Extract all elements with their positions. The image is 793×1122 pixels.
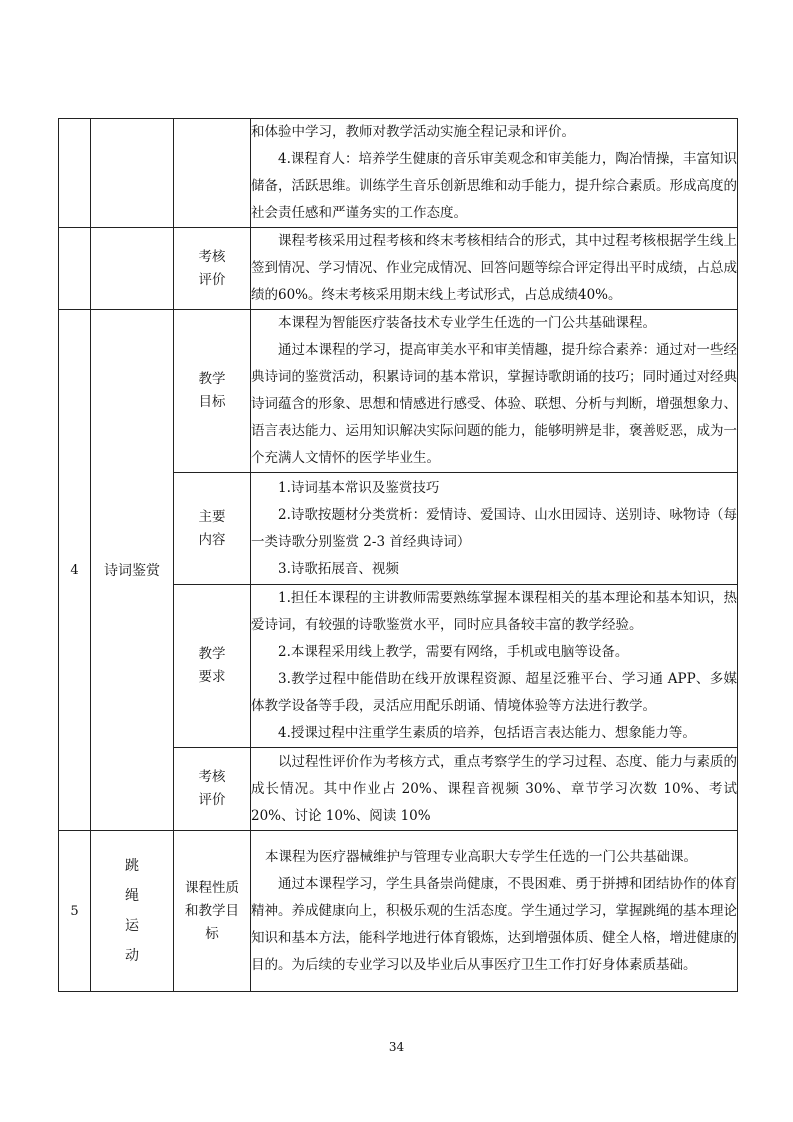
- content-paragraph: 3.诗歌拓展音、视频: [278, 560, 399, 577]
- goal-cell: [251, 310, 738, 473]
- assess-label: 考核: [198, 769, 226, 785]
- assess-label-cell: [174, 228, 251, 310]
- table-row: [59, 831, 738, 992]
- requirement-label: 要求: [198, 669, 226, 685]
- content-label-cell: [174, 473, 251, 585]
- requirement-label: 教学: [198, 646, 226, 662]
- content-label: 主要: [198, 508, 226, 525]
- content-cell: [251, 473, 738, 585]
- course-number-cell: 5: [59, 831, 91, 992]
- goal-cell: [251, 831, 738, 992]
- assess-label: 评价: [198, 271, 226, 288]
- table-row: [59, 228, 738, 310]
- content-paragraph: 1.诗词基本常识及鉴赏技巧: [278, 479, 440, 496]
- page-number: 34: [388, 1040, 405, 1054]
- course-number-cell: 4: [59, 310, 91, 831]
- course-name-line: 运动: [125, 918, 163, 964]
- goal-label: 教学: [198, 371, 226, 387]
- table-row: [59, 310, 738, 473]
- goal-paragraph: 通过本课程学习，学生具备崇尚健康，不畏困难、勇于拼搏和团结协作的体育精神。养成健康向上，积极乐观的生活态度。学生通过学习，掌握跳绳的基本理论知识和基本方法，能科学地进行体育锻炼，达到增强体质、健全人格，增进健康的目的。为后续的专业学习以及毕业后从事医疗卫生工作打好身体素质基础。: [251, 875, 737, 973]
- content-label: 内容: [198, 531, 226, 548]
- requirement-paragraph: 4.授课过程中注重学生素质的培养，包括语言表达能力、想象能力等。: [278, 725, 696, 741]
- goal-label: 目标: [198, 394, 226, 410]
- requirement-paragraph: 3.教学过程中能借助在线开放课程资源、超星泛雅平台、学习通 APP、多媒体教学设备等手段，灵活应用配乐朗诵、情境体验等方法进行教学。: [251, 671, 737, 714]
- assess-cell: [251, 228, 738, 310]
- assess-cell: [251, 748, 738, 831]
- goal-label-cell: [174, 831, 251, 992]
- course-name-cell: [91, 119, 174, 228]
- section-label-cell: [174, 119, 251, 228]
- goal-paragraph: 本课程为智能医疗装备技术专业学生任选的一门公共基础课程。: [278, 315, 656, 331]
- outcome-paragraph: 4.课程育人：培养学生健康的音乐审美观念和审美能力，陶冶情操，丰富知识储备，活跃思维。训练学生音乐创新思维和动手能力，提升综合素质。形成高度的社会责任感和严谨务实的工作态度。: [251, 151, 737, 221]
- course-number-cell: [59, 119, 91, 228]
- requirement-paragraph: 1.担任本课程的主讲教师需要熟练掌握本课程相关的基本理论和基本知识，热爱诗词，有较强的诗歌鉴赏水平，同时应具备较丰富的教学经验。: [251, 590, 737, 633]
- goal-paragraph: 本课程为医疗器械维护与管理专业高职大专学生任选的一门公共基础课。: [265, 848, 697, 865]
- requirement-paragraph: 2.本课程采用线上教学，需要有网络，手机或电脑等设备。: [278, 644, 629, 660]
- assess-paragraph: 以过程性评价作为考核方式，重点考察学生的学习过程、态度、能力与素质的成长情况。其中作业占 20%、课程音视频 30%、章节学习次数 10%、考试 20%、讨论 10%、阅读 10%: [251, 753, 737, 824]
- table-row: [59, 119, 738, 228]
- assess-label: 考核: [198, 248, 226, 265]
- content-paragraph: 2.诗歌按题材分类赏析：爱情诗、爱国诗、山水田园诗、送别诗、咏物诗（每一类诗歌分别鉴赏 2-3 首经典诗词）: [251, 506, 737, 550]
- goal-label: 和教学目: [185, 902, 239, 919]
- requirement-label-cell: [174, 585, 251, 748]
- course-number-cell: [59, 228, 91, 310]
- course-name-cell: [91, 228, 174, 310]
- goal-label: 标: [205, 925, 219, 942]
- course-name-line: 跳绳: [125, 858, 163, 904]
- outcome-paragraph: 和体验中学习，教师对教学活动实施全程记录和评价。: [251, 124, 575, 140]
- curriculum-table: [58, 118, 738, 992]
- assess-label: 评价: [198, 792, 226, 808]
- course-name-cell: 诗词鉴赏: [91, 310, 174, 831]
- requirement-cell: [251, 585, 738, 748]
- assess-paragraph: 课程考核采用过程考核和终末考核相结合的形式，其中过程考核根据学生线上签到情况、学习情况、作业完成情况、回答问题等综合评定得出平时成绩，占总成绩的60%。终末考核采用期末线上考试形式，占总成绩40%。: [251, 233, 737, 303]
- goal-label: 课程性质: [185, 879, 239, 896]
- course-name-cell: [91, 831, 174, 992]
- goal-paragraph: 通过本课程的学习，提高审美水平和审美情趣，提升综合素养：通过对一些经典诗词的鉴赏活动，积累诗词的基本常识，掌握诗歌朗诵的技巧；同时通过对经典诗词蕴含的形象、思想和情感进行感受、体验、联想、分析与判断，增强想象力、语言表达能力、运用知识解决实际问题的能力，能够明辨是非，褒善贬恶，成为一个充满人文情怀的医学毕业生。: [251, 342, 737, 466]
- assess-label-cell: [174, 748, 251, 831]
- goal-label-cell: [174, 310, 251, 473]
- outcome-cell: [251, 119, 738, 228]
